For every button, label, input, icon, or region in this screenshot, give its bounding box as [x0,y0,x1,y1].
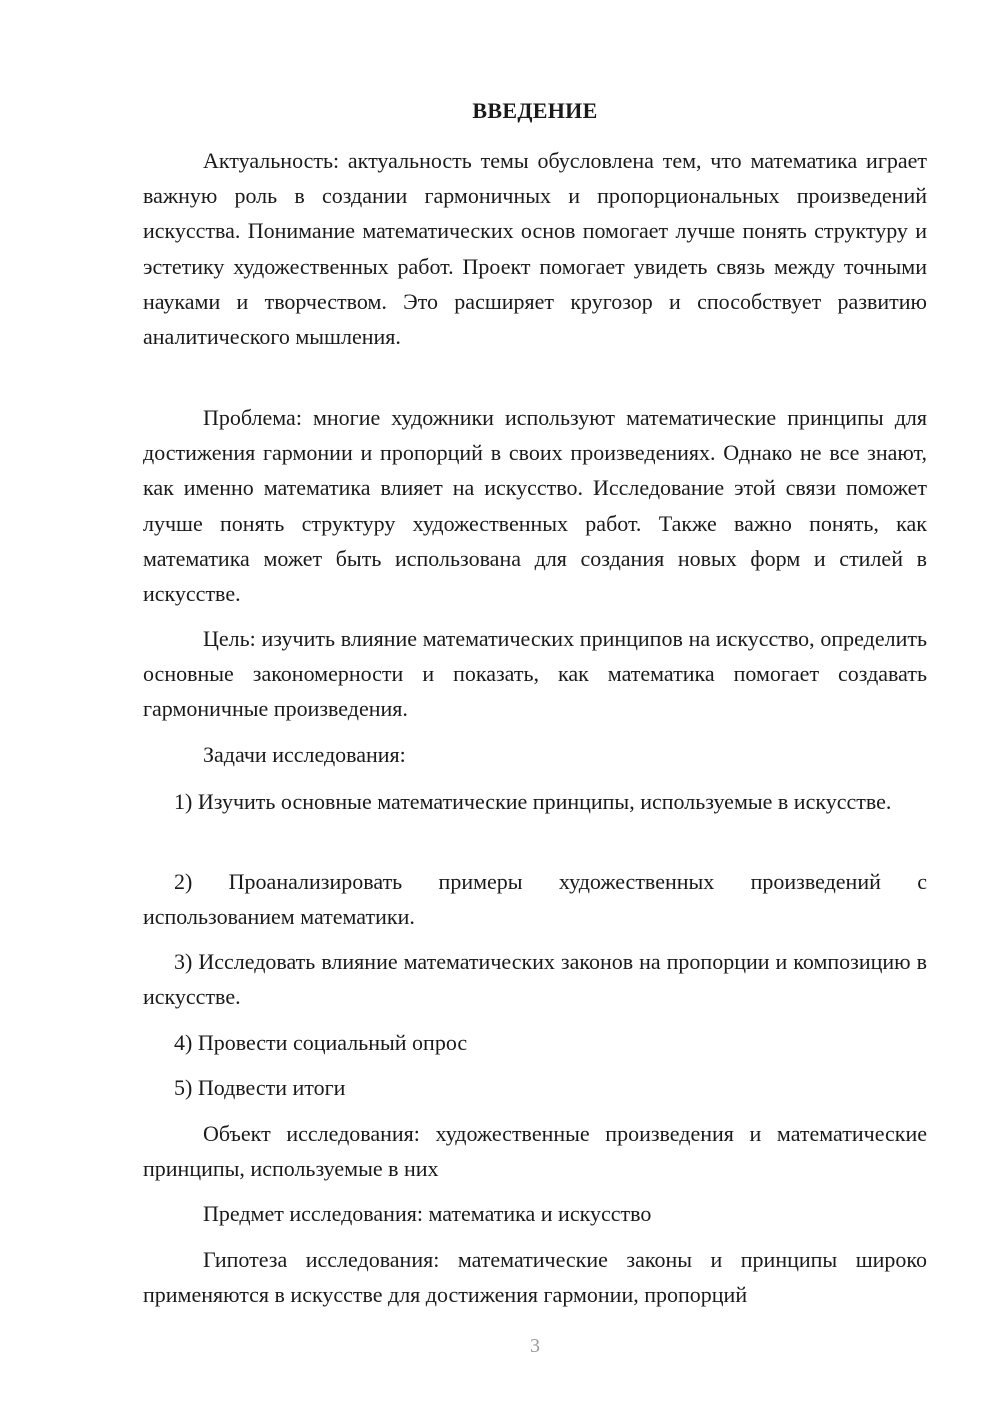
task-item-2: 2) Проанализировать примеры художественных произведений с использованием математики. [143,869,927,930]
task-item-5: 5) Подвести итоги [174,1075,346,1100]
task-item-4: 4) Провести социальный опрос [174,1030,468,1055]
tasks-heading: Задачи исследования: [203,742,406,767]
page-title: ВВЕДЕНИЕ [472,98,598,123]
paragraph-object: Объект исследования: художественные произведения и математические принципы, используемые в них [143,1121,927,1182]
document-page [143,0,927,1414]
task-item-1: 1) Изучить основные математические принципы, используемые в искусстве. [174,789,892,814]
paragraph-hypothesis: Гипотеза исследования: математические законы и принципы широко применяются в искусстве для достижения гармонии, пропорций [143,1247,927,1308]
paragraph-goal: Цель: изучить влияние математических принципов на искусство, определить основные закономерности и показать, как математика помогает создавать гармоничные произведения. [143,626,927,722]
paragraph-relevance: Актуальность: актуальность темы обусловлена тем, что математика играет важную роль в создании гармоничных и пропорциональных произведений искусства. Понимание математических основ помогает лучше понять структуру и эстетику художественных работ. Проект помогает увидеть связь между точными науками и творчеством. Это расширяет кругозор и способствует развитию аналитического мышления. [143,148,927,350]
paragraph-subject: Предмет исследования: математика и искусство [203,1201,652,1226]
page-number: 3 [530,1335,540,1357]
paragraph-problem: Проблема: многие художники используют математические принципы для достижения гармонии и пропорций в своих произведениях. Однако не все знают, как именно математика влияет на искусство. Исследование этой связи поможет лучше понять структуру художественных работ. Также важно понять, как математика может быть использована для создания новых форм и стилей в искусстве. [143,405,927,607]
task-item-3: 3) Исследовать влияние математических законов на пропорции и композицию в искусстве. [143,949,927,1010]
